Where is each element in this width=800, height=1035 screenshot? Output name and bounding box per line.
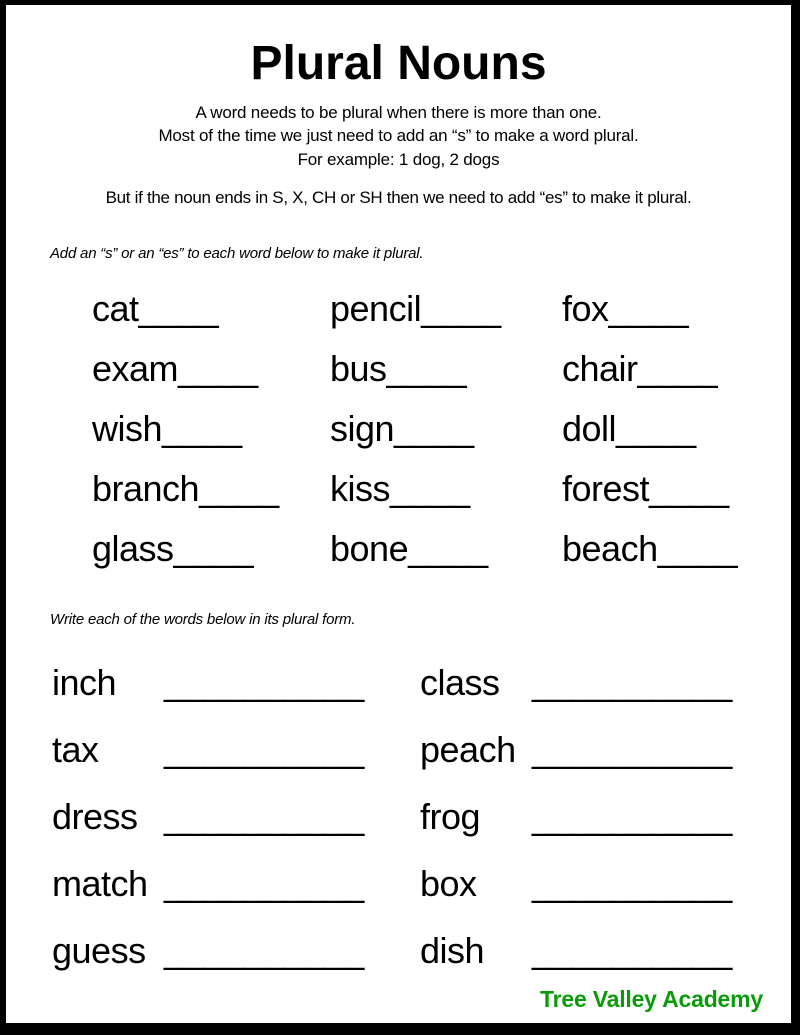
answer-blank: ____ [637, 348, 718, 390]
answer-blank: ____ [394, 408, 475, 450]
word-label: dish [420, 930, 485, 972]
word-label: kiss [330, 468, 390, 510]
intro-text [6, 101, 791, 172]
rule-text: But if the noun ends in S, X, CH or SH then we need to add “es” to make it plural. [105, 188, 692, 208]
answer-blank: __________ [532, 729, 733, 771]
word-blank-item [420, 716, 791, 783]
word-label: glass [92, 528, 174, 570]
answer-blank: __________ [164, 729, 365, 771]
answer-blank: ____ [657, 528, 738, 570]
answer-blank: __________ [164, 662, 365, 704]
answer-blank: __________ [532, 930, 733, 972]
word-label: chair [562, 348, 638, 390]
word-blank-item [52, 783, 420, 850]
section1-instruction: Add an “s” or an “es” to each word below to make it plural. [50, 245, 424, 263]
word-label: tax [52, 729, 99, 771]
word-label: match [52, 863, 148, 905]
word-blank-item [420, 850, 791, 917]
word-blank-item [52, 917, 420, 984]
answer-blank: __________ [164, 796, 365, 838]
answer-blank: __________ [532, 863, 733, 905]
word-label: wish [92, 408, 163, 450]
answer-blank: ____ [199, 468, 280, 510]
word-blank-item [562, 399, 791, 459]
word-blank-item [330, 339, 562, 399]
word-blank-item [562, 279, 791, 339]
word-blank-item [92, 279, 330, 339]
section2-instruction: Write each of the words below in its plural form. [50, 611, 356, 629]
answer-blank: ____ [178, 348, 259, 390]
word-label: forest [562, 468, 650, 510]
word-label: inch [52, 662, 117, 704]
word-label: exam [92, 348, 179, 390]
answer-blank: __________ [164, 863, 365, 905]
answer-blank: ____ [649, 468, 730, 510]
word-blank-item [330, 399, 562, 459]
word-blank-item [92, 339, 330, 399]
word-blank-item [420, 783, 791, 850]
word-blank-item [562, 339, 791, 399]
answer-blank: ____ [173, 528, 254, 570]
word-blank-item [330, 279, 562, 339]
word-label: box [420, 863, 477, 905]
word-blank-item [52, 649, 420, 716]
word-blank-item [330, 519, 562, 579]
intro-line-3: For example: 1 dog, 2 dogs [297, 149, 500, 169]
answer-blank: ____ [138, 288, 219, 330]
word-label: doll [562, 408, 617, 450]
answer-blank: __________ [164, 930, 365, 972]
word-blank-item [52, 850, 420, 917]
intro-line-2: Most of the time we just need to add an “s” to make a word plural. [158, 126, 639, 146]
word-label: bus [330, 348, 387, 390]
word-label: class [420, 662, 500, 704]
answer-blank: __________ [532, 662, 733, 704]
word-label: guess [52, 930, 146, 972]
word-label: bone [330, 528, 409, 570]
word-blank-item [562, 459, 791, 519]
answer-blank: ____ [616, 408, 697, 450]
word-label: pencil [330, 288, 422, 330]
answer-blank: ____ [421, 288, 502, 330]
word-blank-item [420, 649, 791, 716]
add-s-word-grid [92, 279, 791, 579]
answer-blank: ____ [608, 288, 689, 330]
word-blank-item [92, 519, 330, 579]
word-blank-item [92, 399, 330, 459]
word-blank-item [92, 459, 330, 519]
word-blank-item [562, 519, 791, 579]
word-label: beach [562, 528, 658, 570]
word-label: fox [562, 288, 609, 330]
word-label: peach [420, 729, 516, 771]
word-label: sign [330, 408, 395, 450]
intro-line-1: A word needs to be plural when there is more than one. [195, 102, 602, 122]
word-label: frog [420, 796, 481, 838]
word-label: cat [92, 288, 139, 330]
answer-blank: ____ [162, 408, 243, 450]
answer-blank: ____ [408, 528, 489, 570]
answer-blank: __________ [532, 796, 733, 838]
answer-blank: ____ [386, 348, 467, 390]
word-blank-item [420, 917, 791, 984]
word-label: dress [52, 796, 138, 838]
brand-footer: Tree Valley Academy [540, 986, 763, 1012]
word-label: branch [92, 468, 200, 510]
word-blank-item [52, 716, 420, 783]
answer-blank: ____ [390, 468, 471, 510]
word-blank-item [330, 459, 562, 519]
write-plural-word-grid [52, 649, 791, 984]
page-title: Plural Nouns [250, 37, 547, 90]
